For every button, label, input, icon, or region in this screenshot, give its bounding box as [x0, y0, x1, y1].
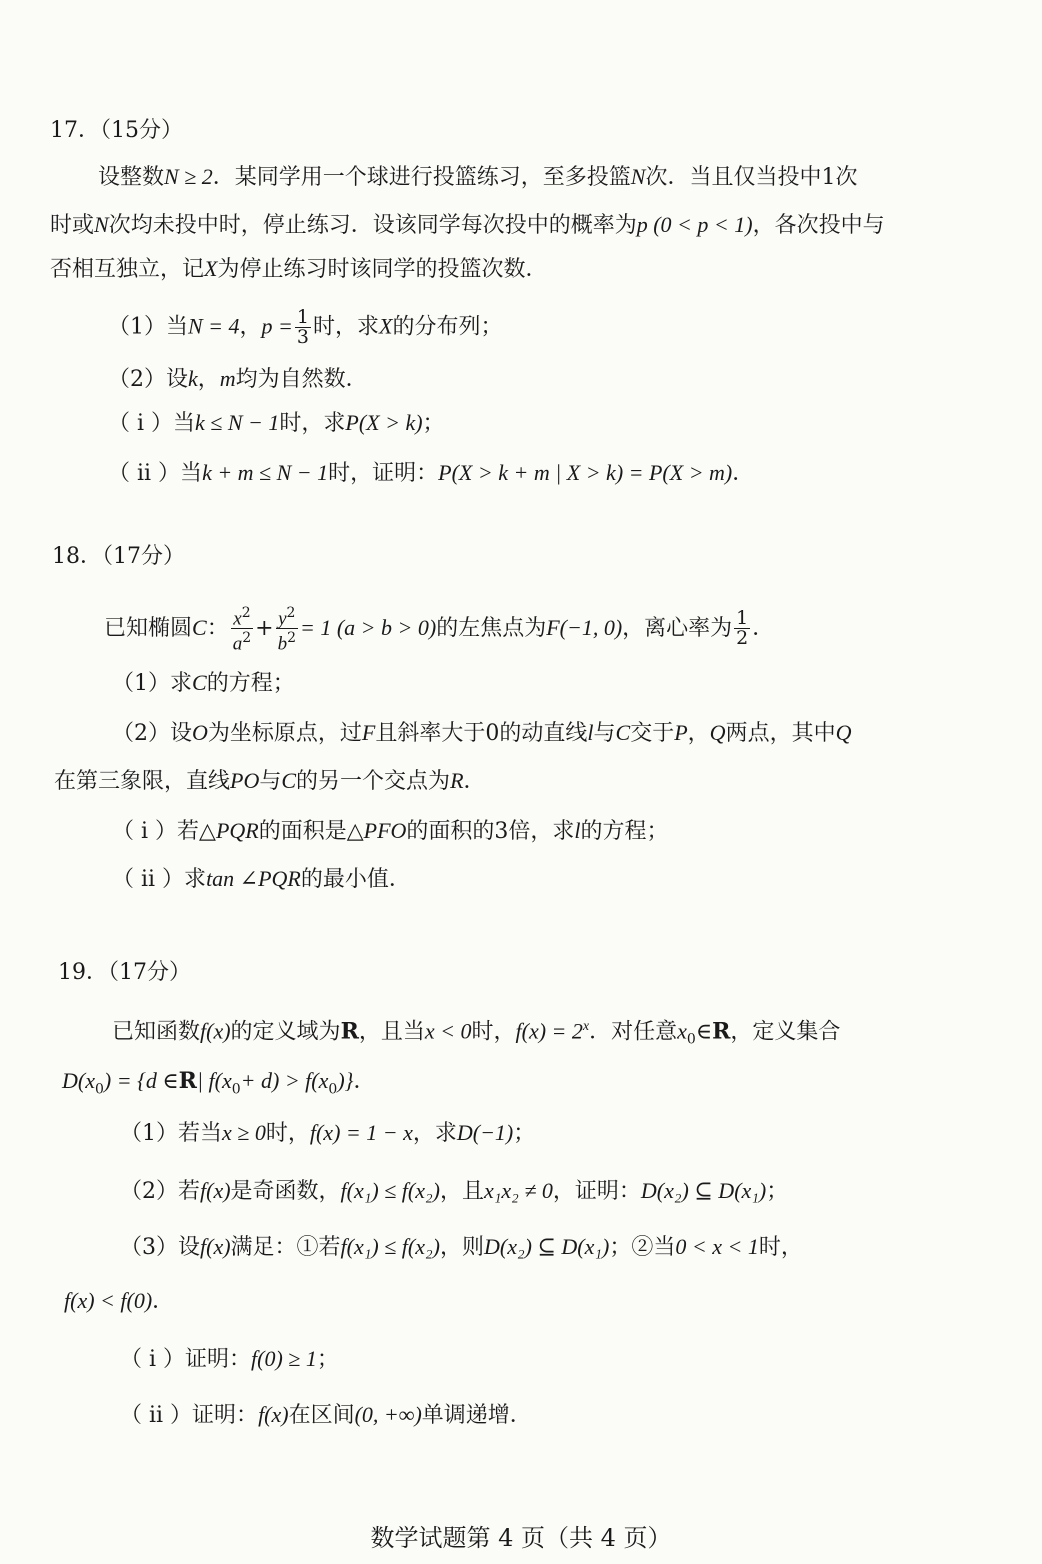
question-19-header: 19．（17分） [58, 960, 191, 985]
question-19-stem-line-1: 已知函数f(x)的定义域为R，且当x < 0时，$f(x) = 2^x$．对任意$x_0\in R$，定义集合 [112, 1018, 841, 1048]
question-18-part-2-line-1: （2）设O为坐标原点，过F且斜率大于0的动直线l与C交于P，Q两点，其中Q [112, 720, 852, 746]
question-18-part-2-ii: （ ii ）求tan ∠PQR的最小值． [112, 866, 411, 892]
question-17-part-2-ii: （ ii ）当k + m ≤ N − 1时，证明：P(X > k + m | X > k) = P(X > m)． [108, 460, 755, 486]
question-18-stem: 已知椭圆C： $\frac{x^2}{a^2}$ + $\frac{y^2}{b^2}$ = 1 (a > b > 0)的左焦点为F(−1, 0)，离心率为 $\frac{1}{2}$ ． [104, 605, 775, 655]
page-footer: 数学试题第 4 页（共 4 页） [370, 1524, 672, 1552]
question-18-part-1: （1）求C的方程； [112, 670, 295, 696]
question-17-part-1: （1）当N = 4，p = $\frac{1}{3}$ 时，求X的分布列； [108, 306, 503, 348]
question-18-part-2-i: （ i ）若△PQR的面积是△PFO的面积的3倍，求l的方程； [112, 818, 669, 844]
fraction-one-half: $\frac{1}{2}$ [736, 607, 749, 650]
question-17-stem-line-3: 否相互独立，记X为停止练习时该同学的投篮次数． [50, 256, 548, 282]
question-19-part-3-line-2: f(x) < f(0)． [64, 1288, 175, 1314]
question-18-part-2-line-2: 在第三象限，直线PO与C的另一个交点为R． [54, 768, 486, 794]
question-19-part-3-i: （ i ）证明：f(0) ≥ 1； [120, 1346, 339, 1372]
question-17-part-2: （2）设k，m均为自然数． [108, 366, 368, 392]
question-17-part-2-i: （ i ）当k ≤ N − 1时，求P(X > k)； [108, 410, 445, 436]
question-19-part-1: （1）若当x ≥ 0时，f(x) = 1 − x，求D(−1)； [120, 1120, 536, 1146]
question-19-part-2: （2）若f(x)是奇函数，f(x₁) ≤ f(x₂)，且x₁x₂ ≠ 0，证明：D(x₂) ⊆ D(x₁)； [120, 1178, 789, 1204]
fraction-x2-a2: $\frac{x^2}{a^2}$ [232, 605, 252, 655]
fraction-y2-b2: $\frac{y^2}{b^2}$ [277, 605, 296, 655]
question-19-part-3-ii: （ ii ）证明：f(x)在区间(0, +∞)单调递增． [120, 1402, 532, 1428]
question-19-stem-line-2: $D(x_0) = \{d$ ∈R| $f(x_0+ d) > f(x_0)$}． [62, 1068, 376, 1098]
question-17-stem-line-2: 时或N次均未投中时，停止练习．设该同学每次投中的概率为p (0 < p < 1)，各次投中与 [50, 212, 885, 238]
question-17-stem-line-1: 设整数N ≥ 2．某同学用一个球进行投篮练习，至多投篮N次．当且仅当投中1次 [98, 164, 858, 190]
question-19-part-3-line-1: （3）设f(x)满足：①若f(x₁) ≤ f(x₂)，则D(x₂) ⊆ D(x₁)；②当0 < x < 1时， [120, 1234, 803, 1260]
question-17-header: 17．（15分） [50, 118, 183, 143]
fraction-one-third: $\frac{1}{3}$ [296, 306, 309, 348]
question-18-header: 18．（17分） [52, 544, 185, 569]
